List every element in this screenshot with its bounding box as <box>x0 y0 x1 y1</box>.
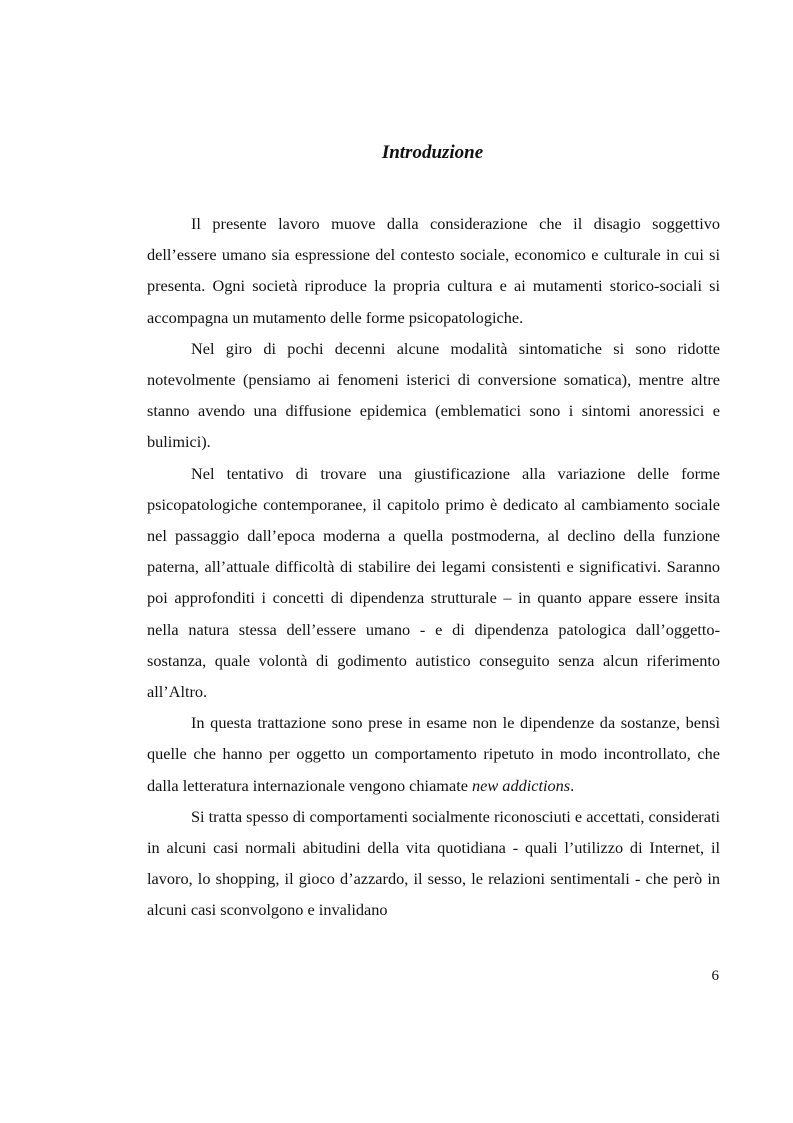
paragraph-4 <box>147 707 720 801</box>
body-text <box>147 208 720 926</box>
page-number: 6 <box>711 968 719 984</box>
new-addictions-emphasis: new addictions <box>472 775 571 795</box>
paragraph-1: Il presente lavoro muove dalla considerazione che il disagio soggettivo dell’essere umano sia espressione del contesto sociale, economico e culturale in cui si presenta. Ogni società riproduce la propria cultura e ai mutamenti storico-sociali si accompagna un mutamento delle forme psicopatologiche. <box>147 214 720 327</box>
paragraph-4-end: . <box>570 775 575 795</box>
paragraph-5: Si tratta spesso di comportamenti socialmente riconosciuti e accettati, considerati in alcuni casi normali abitudini della vita quotidiana - quali l’utilizzo di Internet, il lavoro, lo shopping, il gioco d’azzardo, il sesso, le relazioni sentimentali - che però in alcuni casi sconvolgono e invalidano <box>147 806 720 920</box>
page-title: Introduzione <box>381 142 484 163</box>
paragraph-3: Nel tentativo di trovare una giustificazione alla variazione delle forme psicopatologiche contemporanee, il capitolo primo è dedicato al cambiamento sociale nel passaggio dall’epoca moderna a quella postmoderna, al declino della funzione paterna, all’attuale difficoltà di stabilire dei legami consistenti e significativi. Saranno poi approfonditi i concetti di dipendenza strutturale – in quanto appare essere insita nella natura stessa dell’essere umano - e di dipendenza patologica dall’oggetto-sostanza, quale volontà di godimento autistico conseguito senza alcun riferimento all’Altro. <box>147 463 720 702</box>
paragraph-2: Nel giro di pochi decenni alcune modalità sintomatiche si sono ridotte notevolmente (pensiamo ai fenomeni isterici di conversione somatica), mentre altre stanno avendo una diffusione epidemica (emblematici sono i sintomi anoressici e bulimici). <box>147 338 720 452</box>
paragraph-4-text: In questa trattazione sono prese in esame non le dipendenze da sostanze, bensì quelle che hanno per oggetto un comportamento ripetuto in modo incontrollato, che dalla letteratura internazionale vengono chiamate <box>147 713 720 795</box>
